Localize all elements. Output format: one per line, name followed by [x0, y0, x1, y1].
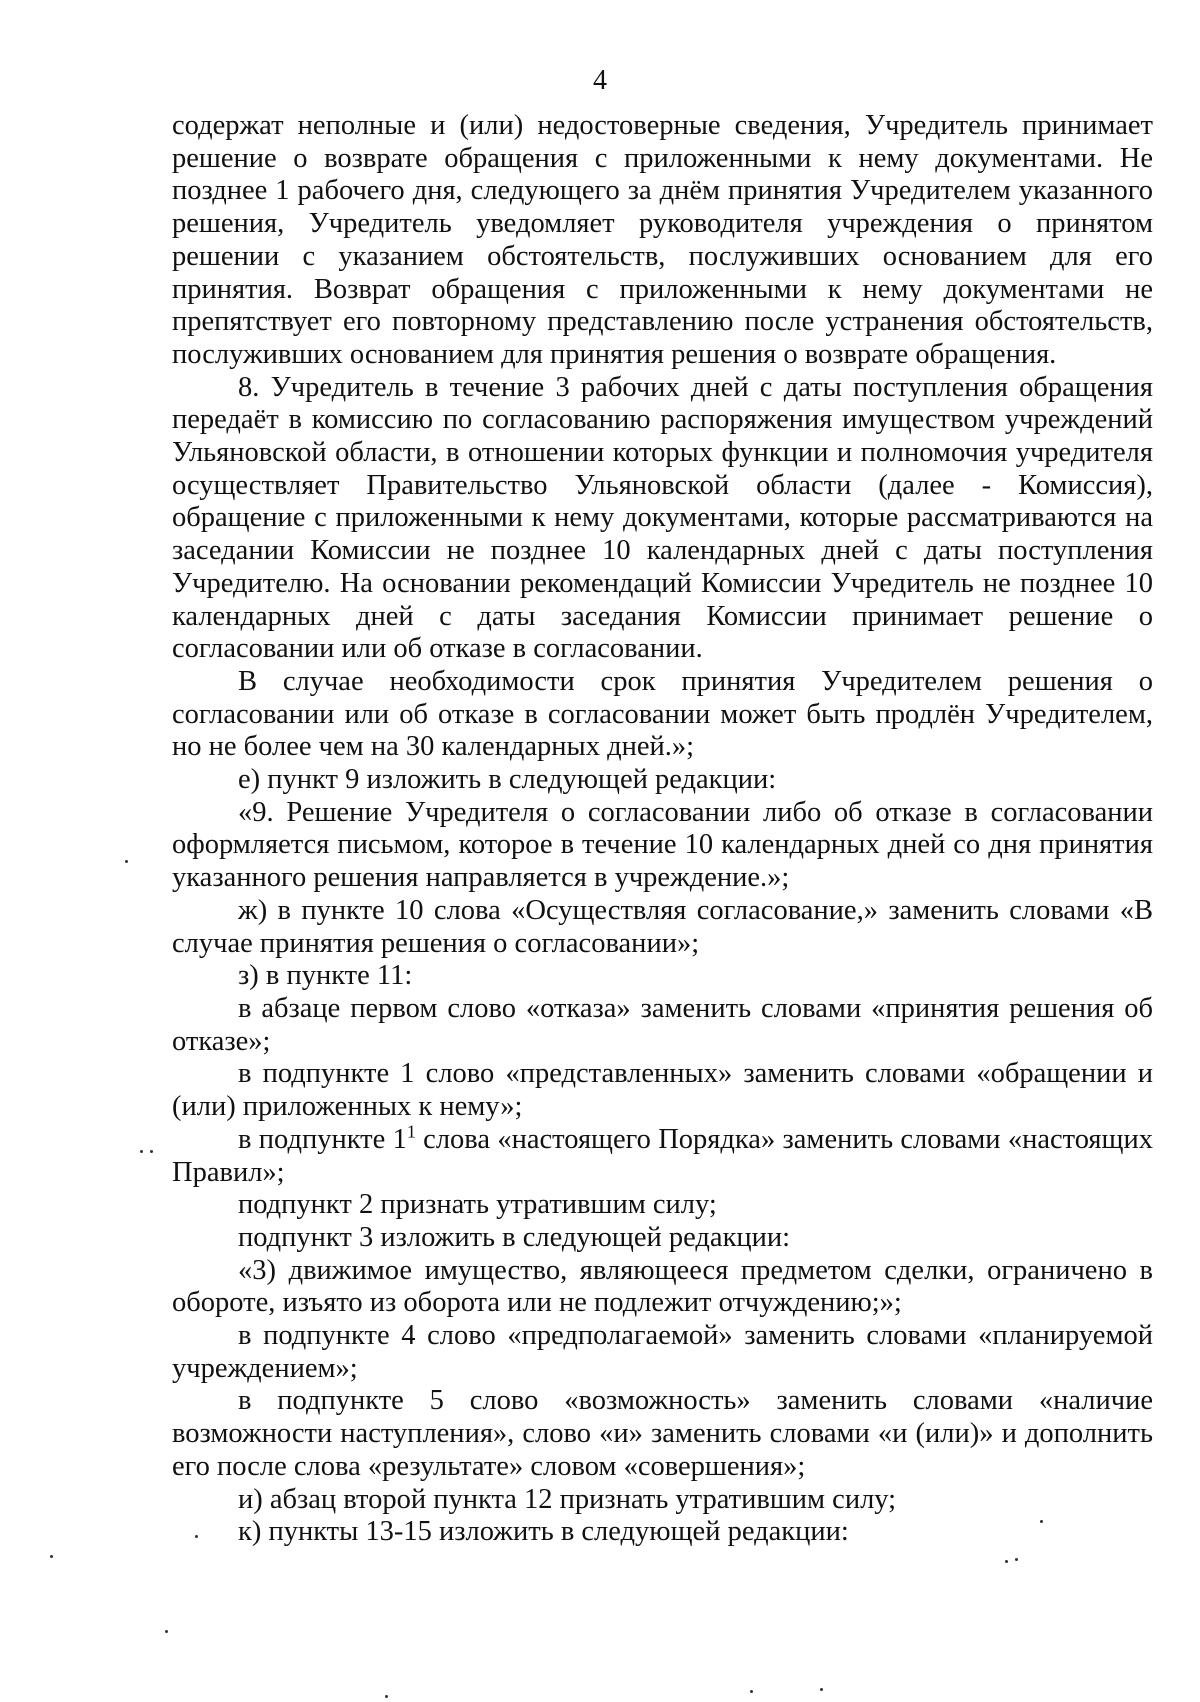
page-number: 4: [593, 65, 607, 96]
subitem-1-1-text-start: в подпункте 1: [238, 1123, 407, 1155]
scan-speck: [140, 1150, 143, 1153]
scan-speck: [165, 1630, 168, 1633]
scan-speck: [1005, 1560, 1008, 1563]
paragraph-first-abzac: в абзаце первом слово «отказа» заменить словами «принятия решения об отказе»;: [172, 992, 1153, 1057]
paragraph-k: к) пункты 13-15 изложить в следующей редакции:: [238, 1516, 849, 1548]
paragraph-i: и) абзац второй пункта 12 признать утратившим силу;: [238, 1483, 897, 1515]
paragraph-item-8: 8. Учредитель в течение 3 рабочих дней с даты поступления обращения передаёт в комиссию по согласованию распоряжения имуществом учреждений Ульяновской области, в отношении которых функции и полномочия учредителя осуществляет Правительство Ульяновской области (далее - Комиссия), обращение с приложенными к нему документами, которые рассматриваются на заседании Комиссии не позднее 10 календарных дней с даты поступления Учредителю. На основании рекомендаций Комиссии Учредитель не позднее 10 календарных дней с даты заседания Комиссии принимает решение о согласовании или об отказе в согласовании.: [172, 371, 1153, 665]
paragraph-subitem-2: подпункт 2 признать утратившим силу;: [238, 1189, 717, 1221]
paragraph-subitem-3-text: «3) движимое имущество, являющееся предметом сделки, ограничено в обороте, изъято из оборота или не подлежит отчуждению;»;: [172, 1254, 1153, 1319]
scan-speck: [820, 1688, 823, 1691]
paragraph-zh: ж) в пункте 10 слова «Осуществляя согласование,» заменить словами «В случае принятия решения о согласовании»;: [172, 894, 1153, 959]
paragraph-subitem-4: в подпункте 4 слово «предполагаемой» заменить словами «планируемой учреждением»;: [172, 1320, 1153, 1384]
scan-speck: [50, 1555, 53, 1558]
paragraph-e: е) пункт 9 изложить в следующей редакции:: [238, 764, 777, 796]
scan-speck: [125, 860, 128, 863]
scan-speck: [750, 1690, 753, 1693]
paragraph-continuation: содержат неполные и (или) недостоверные сведения, Учредитель принимает решение о возврате обращения с приложенными к нему документами. Не позднее 1 рабочего дня, следующего за днём принятия Учредителем указанного решения, Учредитель уведомляет руководителя учреждения о принятом решении с указанием обстоятельств, послуживших основанием для его принятия. Возврат обращения с приложенными к нему документами не препятствует его повторному представлению после устранения обстоятельств, послуживших основанием для принятия решения о возврате обращения.: [172, 110, 1153, 370]
scan-speck: [1015, 1558, 1018, 1561]
paragraph-subitem-1-1: [172, 1121, 1153, 1189]
document-body: [172, 110, 1153, 1549]
paragraph-subitem-3-intro: подпункт 3 изложить в следующей редакции:: [238, 1221, 791, 1253]
paragraph-z: з) в пункте 11:: [238, 960, 413, 992]
scan-speck: [1040, 1520, 1043, 1523]
superscript: 1: [406, 1121, 416, 1142]
paragraph-extension: В случае необходимости срок принятия Учредителем решения о согласовании или об отказе в согласовании может быть продлён Учредителем, но не более чем на 30 календарных дней.»;: [172, 665, 1153, 763]
scan-speck: [195, 1535, 198, 1538]
paragraph-item-9: «9. Решение Учредителя о согласовании либо об отказе в согласовании оформляется письмом, которое в течение 10 календарных дней со дня принятия указанного решения направляется в учреждение.»;: [172, 796, 1153, 894]
paragraph-subitem-1: в подпункте 1 слово «представленных» заменить словами «обращении и (или) приложенных к нему»;: [172, 1058, 1153, 1123]
paragraph-subitem-5: в подпункте 5 слово «возможность» заменить словами «наличие возможности наступления», слово «и» заменить словами «и (или)» и дополнить его после слова «результате» словом «совершения»;: [172, 1385, 1153, 1482]
subitem-1-1-text-end: слова «настоящего Порядка» заменить словами «настоящих Правил»;: [172, 1123, 1153, 1188]
scan-speck: [385, 1695, 388, 1698]
scan-speck: [150, 1150, 153, 1153]
